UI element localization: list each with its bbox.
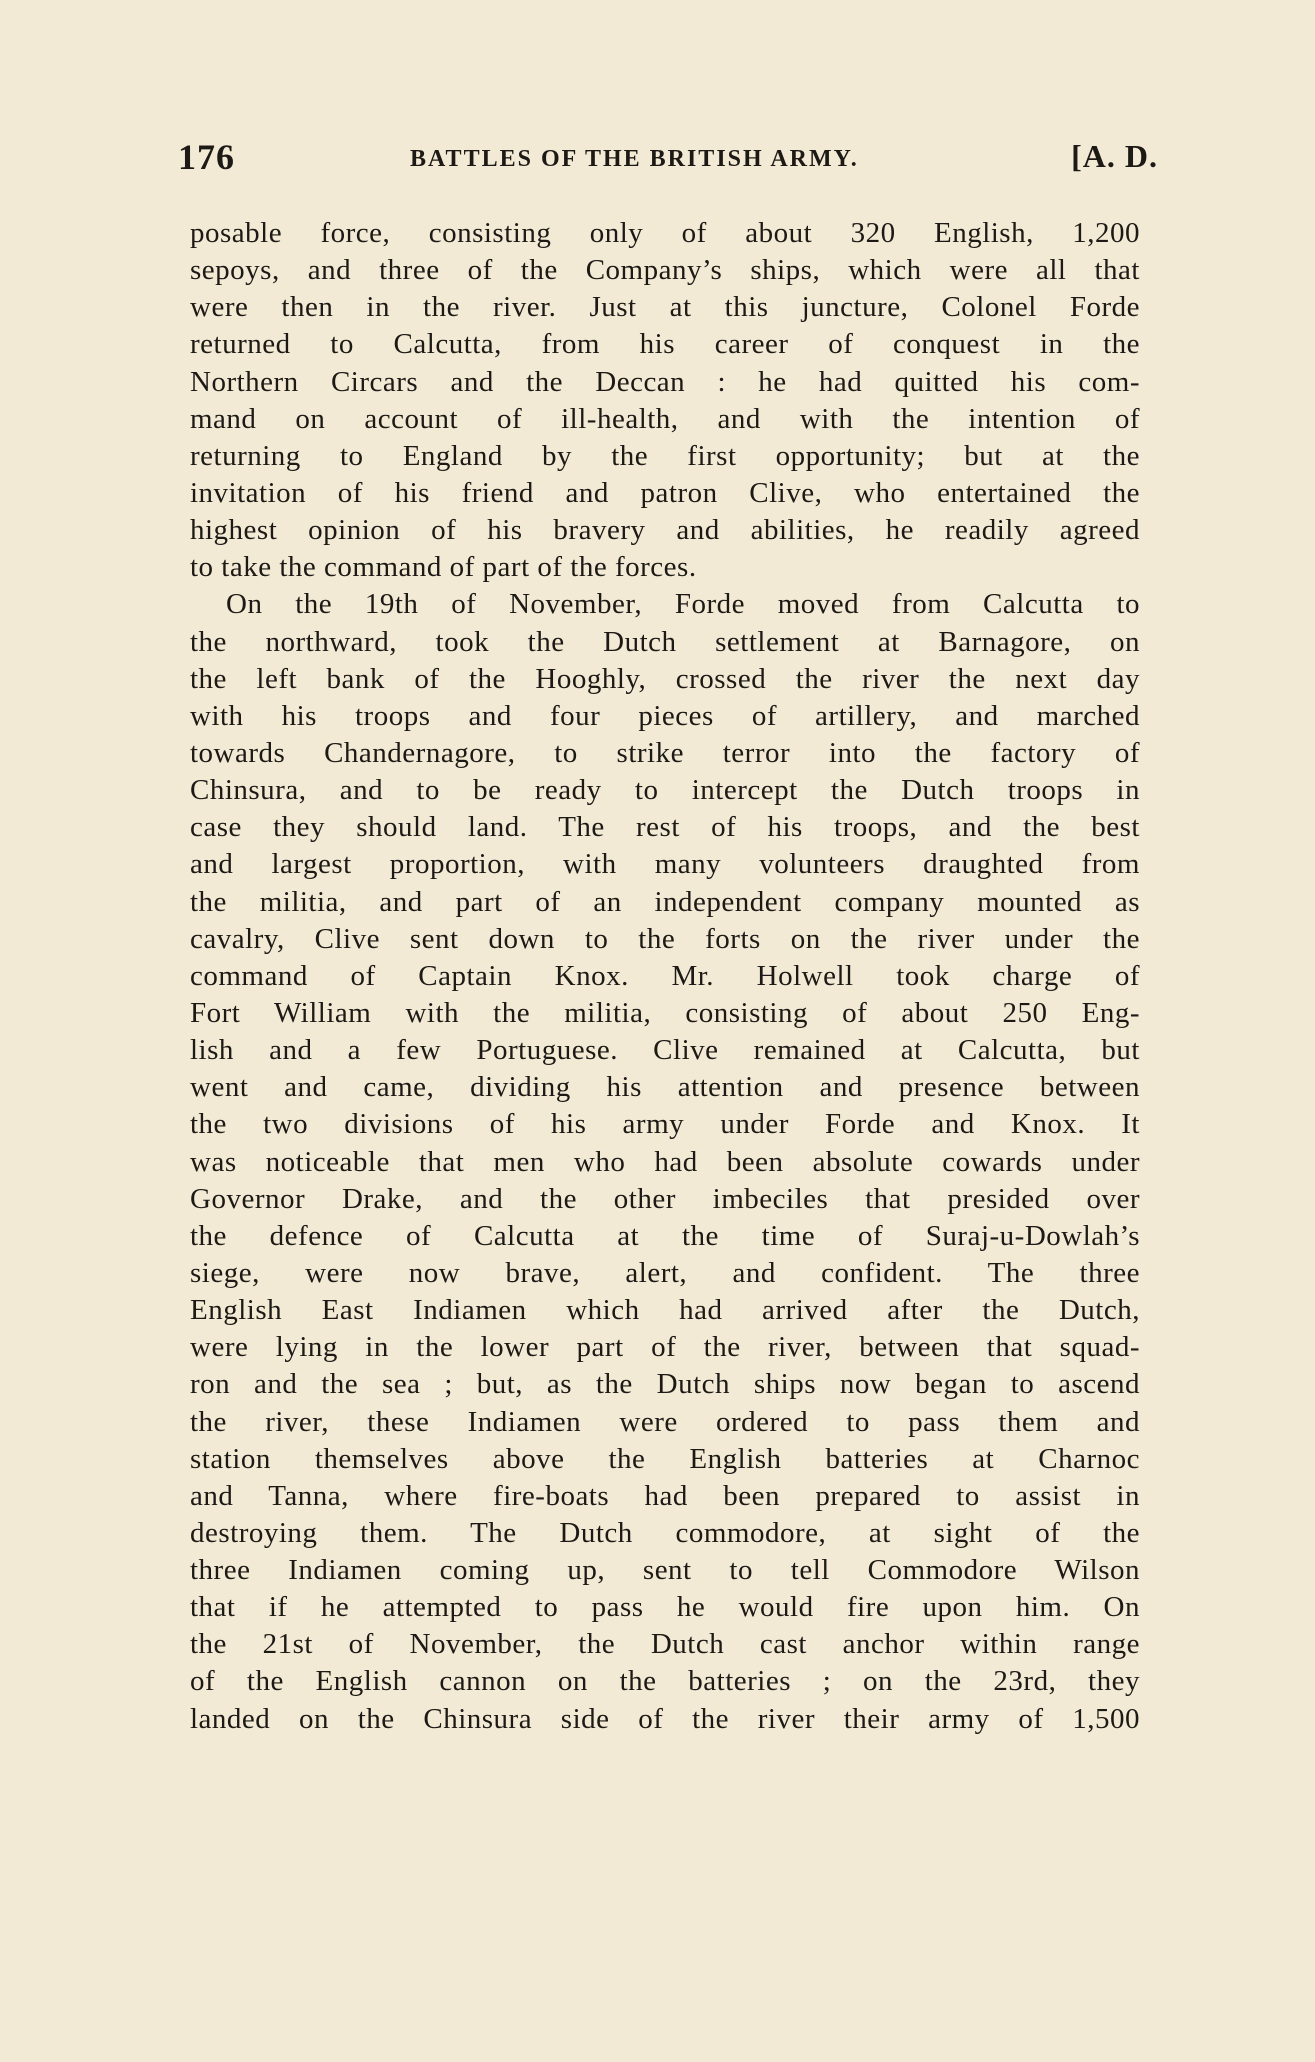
text-line: returning to England by the first opportunity; but at the	[190, 439, 1140, 472]
running-title: BATTLES OF THE BRITISH ARMY.	[410, 146, 859, 172]
running-date-marker: [A. D.	[1071, 138, 1158, 174]
body-text	[190, 215, 1140, 1738]
text-line: went and came, dividing his attention and presence between	[190, 1071, 1140, 1104]
text-line: the defence of Calcutta at the time of Suraj-u-Dowlah’s	[190, 1219, 1140, 1252]
text-line: case they should land. The rest of his troops, and the best	[190, 811, 1140, 844]
text-line: invitation of his friend and patron Clive, who entertained the	[190, 476, 1140, 509]
text-line: Governor Drake, and the other imbeciles that presided over	[190, 1182, 1140, 1215]
text-line: landed on the Chinsura side of the river their army of 1,500	[190, 1702, 1140, 1735]
text-line: lish and a few Portuguese. Clive remained at Calcutta, but	[190, 1034, 1140, 1067]
text-line: command of Captain Knox. Mr. Holwell took charge of	[190, 959, 1140, 992]
text-line: were then in the river. Just at this juncture, Colonel Forde	[190, 291, 1140, 324]
text-line: the northward, took the Dutch settlement at Barnagore, on	[190, 625, 1140, 658]
text-line: cavalry, Clive sent down to the forts on the river under the	[190, 922, 1140, 955]
text-line: three Indiamen coming up, sent to tell Commodore Wilson	[190, 1554, 1140, 1587]
text-line: the 21st of November, the Dutch cast anchor within range	[190, 1628, 1140, 1661]
text-line: ron and the sea ; but, as the Dutch ships now began to ascend	[190, 1368, 1140, 1401]
text-line: the river, these Indiamen were ordered to pass them and	[190, 1405, 1140, 1438]
page-number: 176	[178, 137, 235, 177]
text-line: mand on account of ill-health, and with the intention of	[190, 402, 1140, 435]
text-line: Fort William with the militia, consisting of about 250 Eng-	[190, 996, 1140, 1029]
text-line: station themselves above the English batteries at Charnoc	[190, 1442, 1140, 1475]
text-line: the militia, and part of an independent company mounted as	[190, 885, 1140, 918]
text-line: siege, were now brave, alert, and confident. The three	[190, 1256, 1140, 1289]
text-line: to take the command of part of the forces.	[190, 551, 697, 584]
text-line: with his troops and four pieces of artillery, and marched	[190, 699, 1140, 732]
text-line: sepoys, and three of the Company’s ships, which were all that	[190, 254, 1140, 287]
text-line: that if he attempted to pass he would fire upon him. On	[190, 1591, 1140, 1624]
text-line: posable force, consisting only of about 320 English, 1,200	[190, 217, 1140, 249]
text-line: returned to Calcutta, from his career of conquest in the	[190, 328, 1140, 361]
text-line: were lying in the lower part of the river, between that squad-	[190, 1331, 1140, 1364]
text-line: and largest proportion, with many volunteers draughted from	[190, 848, 1140, 881]
text-line: English East Indiamen which had arrived after the Dutch,	[190, 1294, 1140, 1327]
text-line: and Tanna, where fire-boats had been prepared to assist in	[190, 1479, 1140, 1512]
text-line: the two divisions of his army under Forde and Knox. It	[190, 1108, 1140, 1141]
text-line: of the English cannon on the batteries ; on the 23rd, they	[190, 1665, 1140, 1698]
running-header	[178, 136, 1158, 186]
paragraph-first-line: On the 19th of November, Forde moved from Calcutta to	[226, 588, 1140, 621]
text-line: was noticeable that men who had been absolute cowards under	[190, 1145, 1140, 1178]
text-line: highest opinion of his bravery and abilities, he readily agreed	[190, 514, 1140, 547]
text-line: destroying them. The Dutch commodore, at sight of the	[190, 1516, 1140, 1549]
text-line: Chinsura, and to be ready to intercept the Dutch troops in	[190, 774, 1140, 807]
text-line: the left bank of the Hooghly, crossed the river the next day	[190, 662, 1140, 695]
text-line: Northern Circars and the Deccan : he had quitted his com-	[190, 365, 1140, 398]
text-line: towards Chandernagore, to strike terror into the factory of	[190, 736, 1140, 769]
